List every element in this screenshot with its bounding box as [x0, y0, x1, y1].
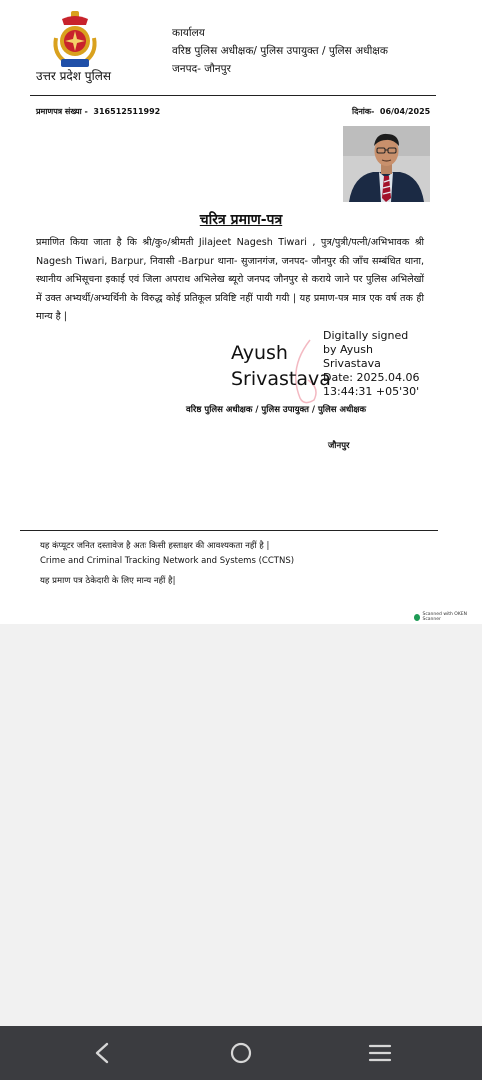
certificate-number: [36, 106, 160, 117]
signer-first-name: Ayush: [231, 342, 288, 364]
certificate-number-label: प्रमाणपत्र संख्या -: [36, 107, 88, 116]
scanner-logo-icon: [414, 614, 420, 621]
recents-button[interactable]: [360, 1036, 400, 1070]
scanner-watermark: [414, 612, 482, 622]
applicant-photo: [343, 126, 430, 202]
back-chevron-icon: [92, 1042, 112, 1064]
certificate-body: प्रमाणित किया जाता है कि श्री/कु०/श्रीमती Jilajeet Nagesh Tiwari , पुत्र/पुत्री/पत्नी/अभिभावक श्री Nagesh Tiwari, Barpur, निवासी -Barpur थाना- सुजानगंज, जनपद- जौनपुर की जाँच सम्बंधित थाना, स्थानीय अभिसूचना इकाई एवं जिला अपराध अभिलेख ब्यूरो जनपद जौनपुर से कराये जाने पर पुलिस अभिलेखों में उक्त अभ्यर्थी/अभ्यर्थिनी के विरुद्ध कोई प्रतिकूल प्रविष्टि नहीं पायी गयी | यह प्रमाण-पत्र मात्र एक वर्ष तक ही मान्य है |: [36, 237, 424, 323]
scanner-watermark-text: Scanned with OKEN Scanner: [422, 612, 467, 622]
home-circle-icon: [229, 1041, 253, 1065]
signature-line: 13:44:31 +05'30': [323, 385, 420, 398]
header-divider: [30, 95, 436, 96]
officer-title: वरिष्ठ पुलिस अधीक्षक / पुलिस उपायुक्त / पुलिस अधीक्षक: [186, 405, 367, 415]
recents-menu-icon: [368, 1043, 392, 1063]
signature-line: Srivastava: [323, 357, 381, 370]
android-navigation-bar: [0, 1026, 482, 1080]
certificate-date-label: दिनांक-: [352, 107, 375, 116]
back-button[interactable]: [82, 1036, 122, 1070]
signature-line: by Ayush: [323, 343, 373, 356]
footer-note-computer-generated: यह कंप्यूटर जनित दस्तावेज है अतः किसी हस्ताक्षर की आवश्यकता नहीं है |: [40, 541, 270, 551]
certificate-date: [352, 106, 430, 117]
district-name: जौनपुर: [328, 441, 350, 451]
footer-note-cctns: Crime and Criminal Tracking Network and Systems (CCTNS): [40, 556, 295, 566]
home-button[interactable]: [221, 1036, 261, 1070]
office-line: वरिष्ठ पुलिस अधीक्षक/ पुलिस उपायुक्त / पुलिस अधीक्षक: [172, 45, 388, 57]
signature-line: Digitally signed: [323, 329, 409, 342]
certificate-title: चरित्र प्रमाण-पत्र: [199, 212, 283, 228]
office-line: कार्यालय: [172, 27, 205, 39]
office-address: [172, 24, 388, 78]
up-police-emblem-icon: [50, 10, 100, 70]
signer-last-name: Srivastava: [231, 368, 331, 390]
signature-line: Date: 2025.04.06: [323, 371, 420, 384]
footer-divider: [20, 530, 438, 531]
person-photo-icon: [343, 126, 430, 202]
certificate-date-value: 06/04/2025: [379, 107, 431, 116]
logo-caption: उत्तर प्रदेश पुलिस: [36, 69, 111, 83]
footer-note-validity: यह प्रमाण पत्र ठेकेदारी के लिए मान्य नहीं है|: [40, 576, 176, 586]
digital-signature-details: [323, 329, 419, 399]
certificate-number-value: 316512511992: [93, 107, 161, 116]
office-line: जनपद- जौनपुर: [172, 63, 231, 75]
